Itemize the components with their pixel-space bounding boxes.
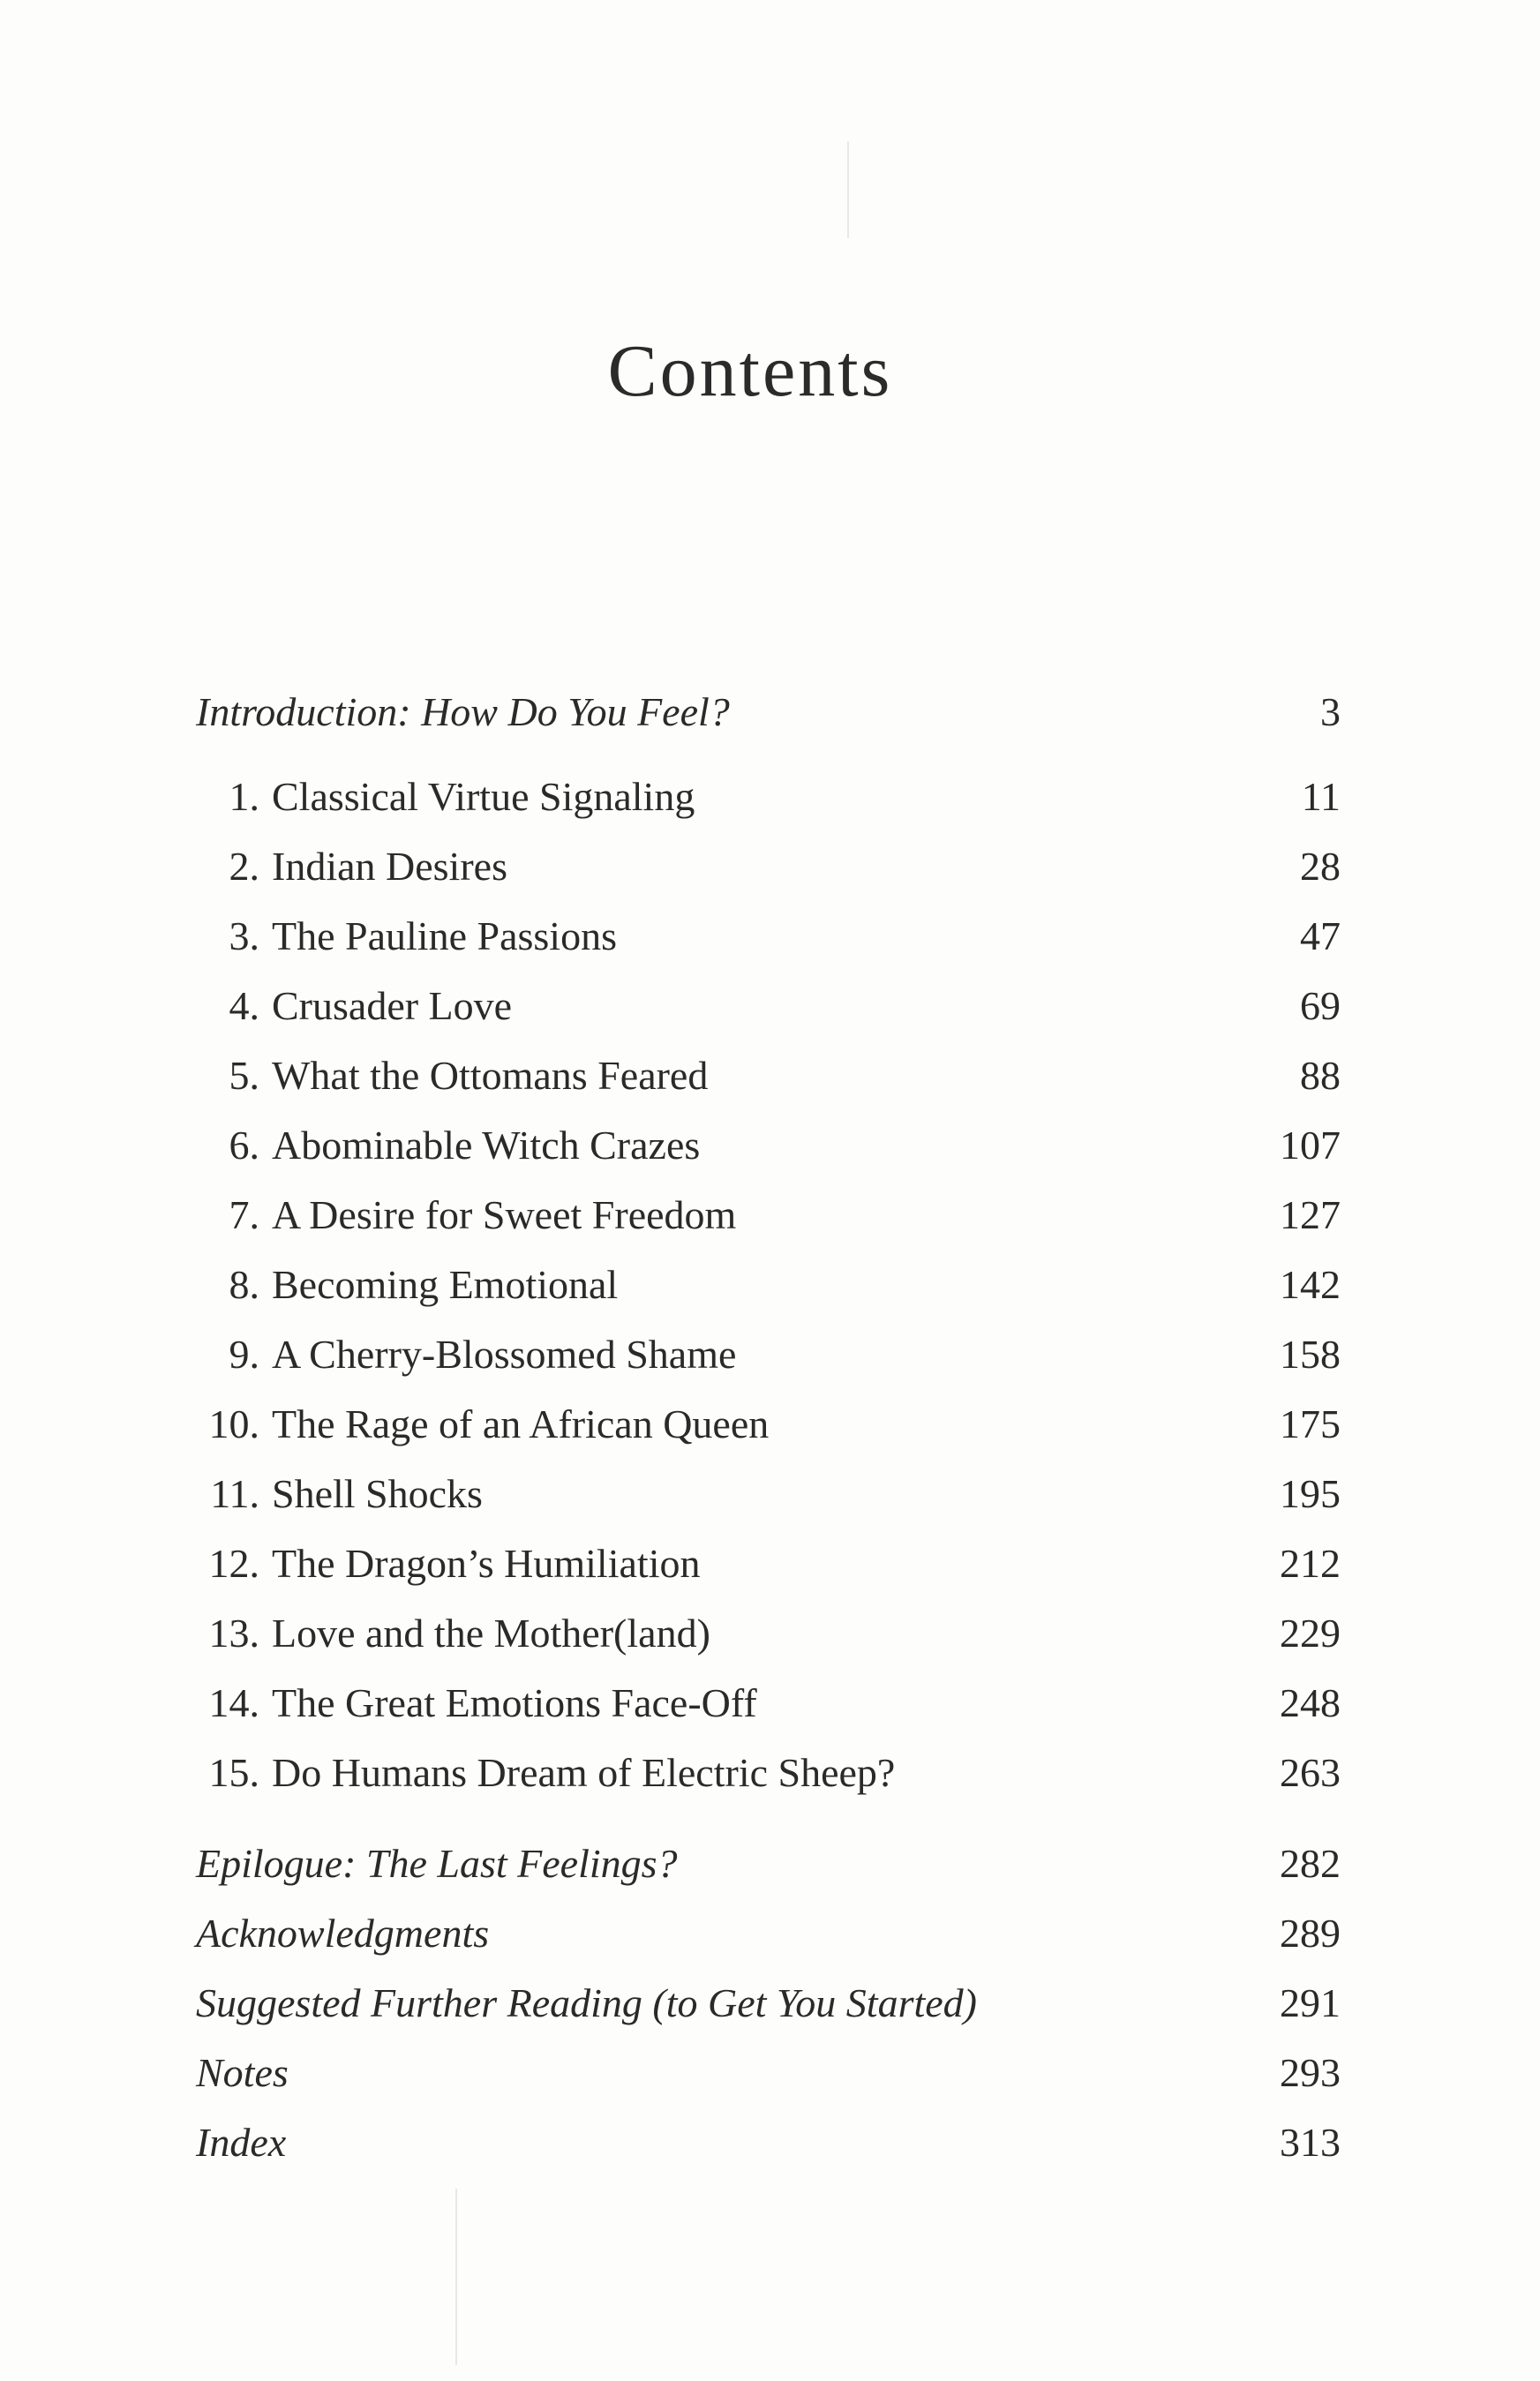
toc-entry-index[interactable] <box>0 2112 1540 2174</box>
chapter-title: Abominable Witch Crazes <box>272 1123 701 1168</box>
chapter-title: What the Ottomans Feared <box>272 1053 709 1098</box>
toc-page-number: 289 <box>1280 1911 1341 1956</box>
chapter-title: The Pauline Passions <box>272 913 617 958</box>
chapter-number: 11. <box>210 1471 259 1516</box>
scan-artifact <box>847 141 849 238</box>
toc-entry-chapter[interactable] <box>0 1393 1540 1455</box>
toc-entry-notes[interactable] <box>0 2042 1540 2104</box>
chapter-number: 14. <box>208 1680 259 1725</box>
toc-entry-chapter[interactable] <box>0 1045 1540 1107</box>
toc-page-number: 47 <box>1300 913 1341 958</box>
toc-page-number: 229 <box>1280 1611 1341 1656</box>
toc-entry-chapter[interactable] <box>0 1742 1540 1804</box>
toc-entry-label: Introduction: How Do You Feel? <box>196 689 730 734</box>
toc-entry-chapter[interactable] <box>0 1254 1540 1316</box>
chapter-number: 2. <box>229 844 259 889</box>
chapter-title: Crusader Love <box>272 983 513 1028</box>
chapter-number: 9. <box>229 1332 259 1377</box>
toc-page-number: 127 <box>1280 1192 1341 1237</box>
toc-entry-label: Notes <box>196 2050 289 2095</box>
toc-page-number: 291 <box>1280 1980 1341 2025</box>
toc-page-number: 248 <box>1280 1680 1341 1725</box>
toc-entry-chapter[interactable] <box>0 975 1540 1037</box>
chapter-title: Indian Desires <box>272 844 507 889</box>
toc-page-number: 88 <box>1300 1053 1341 1098</box>
chapter-number: 1. <box>229 774 259 819</box>
toc-entry-epilogue[interactable] <box>0 1833 1540 1895</box>
chapter-number: 5. <box>229 1053 259 1098</box>
chapter-title: The Great Emotions Face-Off <box>272 1680 757 1725</box>
toc-entry-label: Epilogue: The Last Feelings? <box>196 1841 678 1886</box>
chapter-number: 6. <box>229 1123 259 1168</box>
chapter-number: 10. <box>208 1401 259 1446</box>
chapter-title: A Cherry-Blossomed Shame <box>272 1332 737 1377</box>
chapter-title: A Desire for Sweet Freedom <box>272 1192 737 1237</box>
toc-entry-chapter[interactable] <box>0 1672 1540 1734</box>
toc-entry-label: Index <box>196 2120 287 2165</box>
chapter-title: The Dragon’s Humiliation <box>272 1541 701 1586</box>
toc-page-number: 28 <box>1300 844 1341 889</box>
page-title: Contents <box>607 330 893 412</box>
toc-page-number: 142 <box>1280 1262 1341 1307</box>
toc-page-number: 293 <box>1280 2050 1341 2095</box>
chapter-number: 3. <box>229 913 259 958</box>
toc-entry-chapter[interactable] <box>0 1324 1540 1386</box>
toc-entry-chapter[interactable] <box>0 1115 1540 1176</box>
chapter-title: Classical Virtue Signaling <box>272 774 695 819</box>
toc-entry-chapter[interactable] <box>0 1463 1540 1525</box>
toc-entry-acknowledgments[interactable] <box>0 1903 1540 1964</box>
toc-entry-chapter[interactable] <box>0 1184 1540 1246</box>
chapter-title: Love and the Mother(land) <box>272 1611 710 1656</box>
toc-entry-chapter[interactable] <box>0 1533 1540 1595</box>
toc-entry-further-reading[interactable] <box>0 1972 1540 2034</box>
toc-page-number: 158 <box>1280 1332 1341 1377</box>
toc-page-number: 212 <box>1280 1541 1341 1586</box>
toc-entry-introduction[interactable] <box>0 681 1540 743</box>
chapter-number: 15. <box>208 1750 259 1795</box>
chapter-number: 13. <box>208 1611 259 1656</box>
chapter-title: The Rage of an African Queen <box>272 1401 770 1446</box>
toc-entry-chapter[interactable] <box>0 766 1540 828</box>
chapter-number: 4. <box>229 983 259 1028</box>
toc-entry-chapter[interactable] <box>0 836 1540 898</box>
toc-page-number: 107 <box>1280 1123 1341 1168</box>
toc-entry-chapter[interactable] <box>0 905 1540 967</box>
toc-page-number: 175 <box>1280 1401 1341 1446</box>
toc-page-number: 195 <box>1280 1471 1341 1516</box>
toc-entry-label: Acknowledgments <box>196 1911 490 1956</box>
chapter-number: 7. <box>229 1192 259 1237</box>
toc-page-number: 11 <box>1301 774 1341 819</box>
chapter-title: Shell Shocks <box>272 1471 483 1516</box>
chapter-title: Do Humans Dream of Electric Sheep? <box>272 1750 896 1795</box>
chapter-title: Becoming Emotional <box>272 1262 619 1307</box>
chapter-number: 8. <box>229 1262 259 1307</box>
toc-page-number: 313 <box>1280 2120 1341 2165</box>
scan-artifact <box>455 2189 457 2365</box>
toc-entry-chapter[interactable] <box>0 1603 1540 1664</box>
toc-page-number: 282 <box>1280 1841 1341 1886</box>
toc-page-number: 69 <box>1300 983 1341 1028</box>
chapter-number: 12. <box>208 1541 259 1586</box>
toc-page-number: 263 <box>1280 1750 1341 1795</box>
toc-entry-label: Suggested Further Reading (to Get You Started) <box>196 1980 977 2025</box>
toc-page-number: 3 <box>1320 689 1341 734</box>
